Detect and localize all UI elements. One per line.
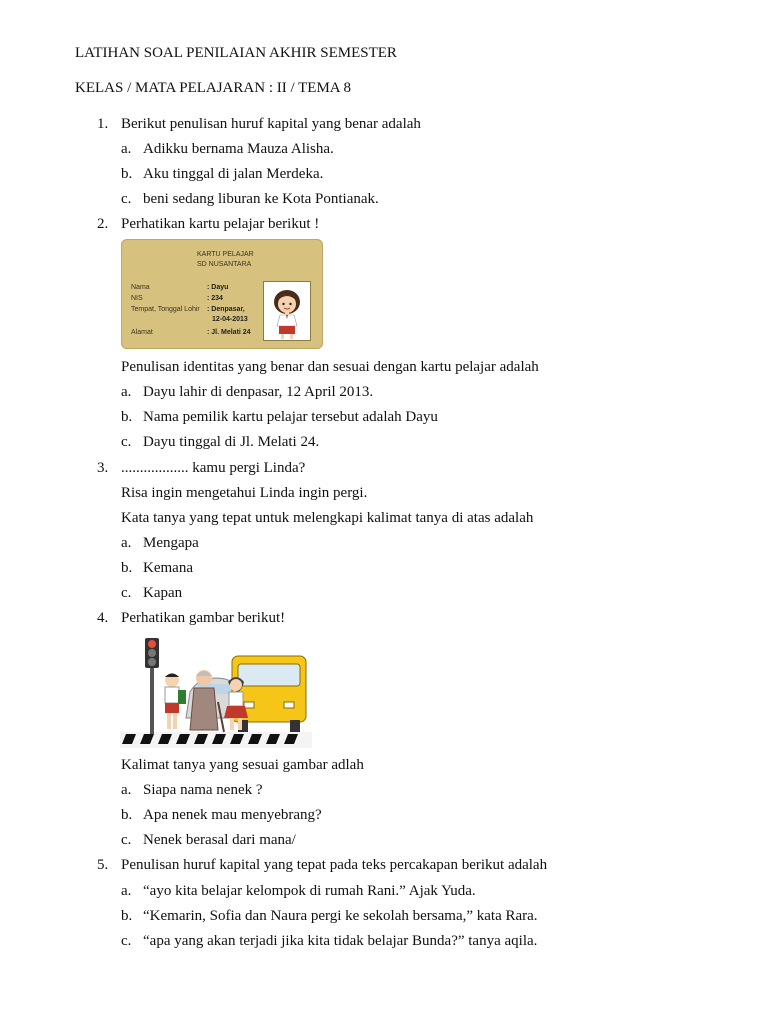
option-text: Apa nenek mau menyebrang? [143, 807, 322, 823]
card-value: : 234 [207, 295, 223, 302]
option-text: “Kemarin, Sofia dan Naura pergi ke sekolah bersama,” kata Rara. [143, 908, 538, 924]
option-letter: c. [121, 933, 132, 949]
question-followup: Penulisan identitas yang benar dan sesuai dengan kartu pelajar adalah [121, 359, 539, 375]
class-subject-line: KELAS / MATA PELAJARAN : II / TEMA 8 [75, 80, 352, 96]
option-text: Nenek berasal dari mana/ [143, 832, 296, 848]
option-text: Dayu lahir di denpasar, 12 April 2013. [143, 384, 374, 400]
question-number: 4. [97, 610, 109, 626]
card-value: 12-04-2013 [212, 316, 248, 323]
option-text: Siapa nama nenek ? [143, 782, 263, 798]
worksheet-title: LATIHAN SOAL PENILAIAN AKHIR SEMESTER [75, 45, 397, 61]
question-number: 1. [97, 116, 109, 132]
option-text: “ayo kita belajar kelompok di rumah Rani.” Ajak Yuda. [143, 883, 476, 899]
card-value: : Dayu [207, 284, 229, 291]
crossing-street-image [120, 632, 312, 748]
option-letter: a. [121, 384, 132, 400]
option-letter: a. [121, 141, 132, 157]
card-label: Nama [131, 284, 150, 291]
card-school: SD NUSANTARA [197, 261, 252, 268]
question-number: 3. [97, 460, 109, 476]
option-text: Kapan [143, 585, 183, 601]
option-letter: b. [121, 807, 133, 823]
option-letter: b. [121, 560, 133, 576]
option-letter: a. [121, 782, 132, 798]
question-text: .................. kamu pergi Linda? [121, 460, 306, 476]
card-label: Tempat, Tonggal Lohir [131, 306, 200, 313]
option-letter: c. [121, 434, 132, 450]
option-letter: b. [121, 908, 133, 924]
option-text: Mengapa [143, 535, 199, 551]
option-text: Adikku bernama Mauza Alisha. [143, 141, 334, 157]
question-text: Perhatikan gambar berikut! [121, 610, 286, 626]
option-letter: c. [121, 832, 132, 848]
card-heading: KARTU PELAJAR [197, 251, 254, 258]
question-context: Risa ingin mengetahui Linda ingin pergi. [121, 485, 368, 501]
card-label: Alamat [131, 329, 153, 336]
question-instruction: Kata tanya yang tepat untuk melengkapi kalimat tanya di atas adalah [121, 510, 534, 526]
question-text: Perhatikan kartu pelajar berikut ! [121, 216, 320, 232]
option-letter: c. [121, 191, 132, 207]
card-value: : Denpasar, [207, 306, 245, 313]
option-text: “apa yang akan terjadi jika kita tidak belajar Bunda?” tanya aqila. [143, 933, 538, 949]
student-photo [263, 281, 311, 341]
question-number: 5. [97, 857, 109, 873]
option-text: Nama pemilik kartu pelajar tersebut adalah Dayu [143, 409, 438, 425]
question-followup: Kalimat tanya yang sesuai gambar adlah [121, 757, 364, 773]
question-number: 2. [97, 216, 109, 232]
option-text: Dayu tinggal di Jl. Melati 24. [143, 434, 320, 450]
option-text: Aku tinggal di jalan Merdeka. [143, 166, 324, 182]
question-text: Penulisan huruf kapital yang tepat pada teks percakapan berikut adalah [121, 857, 548, 873]
option-letter: a. [121, 883, 132, 899]
question-text: Berikut penulisan huruf kapital yang benar adalah [121, 116, 421, 132]
option-letter: b. [121, 166, 133, 182]
card-label: NIS [131, 295, 143, 302]
children-helping-grandma-illustration [120, 632, 312, 748]
option-text: beni sedang liburan ke Kota Pontianak. [143, 191, 379, 207]
option-letter: c. [121, 585, 132, 601]
option-text: Kemana [143, 560, 193, 576]
student-card-image [121, 239, 323, 349]
option-letter: b. [121, 409, 133, 425]
card-value: : Jl. Melati 24 [207, 329, 251, 336]
student-girl-illustration [264, 282, 310, 340]
option-letter: a. [121, 535, 132, 551]
